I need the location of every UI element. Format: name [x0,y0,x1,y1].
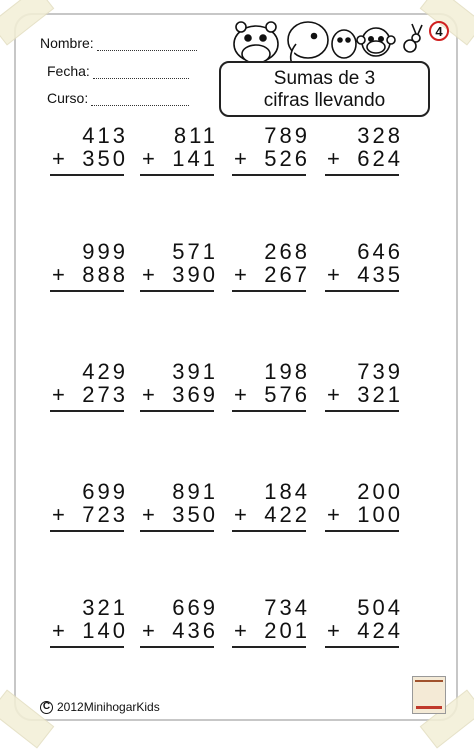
addend-bottom: 273 [82,382,128,407]
sum-line [50,290,124,292]
plus-sign: + [327,146,340,171]
curso-line[interactable] [91,91,189,106]
addend-bottom-row [325,620,403,643]
minihogar-logo-icon [412,676,446,714]
addend-top: 789 [264,123,310,148]
sum-line [325,530,399,532]
nombre-line[interactable] [97,36,197,51]
nombre-field[interactable] [40,35,197,51]
sum-line [232,410,306,412]
sum-line [140,174,214,176]
sum-line [325,174,399,176]
sum-line [232,646,306,648]
sum-line [50,410,124,412]
addend-bottom: 888 [82,262,128,287]
addend-bottom: 422 [264,502,310,527]
cartoon-animals-icon [226,14,426,66]
title-line-2: cifras llevando [263,90,386,111]
sum-line [325,410,399,412]
addend-top: 429 [82,359,128,384]
addend-bottom: 435 [357,262,403,287]
footer [40,700,160,714]
addend-bottom: 723 [82,502,128,527]
sum-line [50,174,124,176]
plus-sign: + [142,618,155,643]
curso-label: Curso: [47,90,89,106]
addition-problem [325,597,403,643]
plus-sign: + [234,618,247,643]
plus-sign: + [234,146,247,171]
plus-sign: + [52,618,65,643]
addend-top: 413 [82,123,128,148]
addition-problem [232,241,310,287]
addend-bottom-row [232,620,310,643]
addition-problem [325,241,403,287]
addition-problem [232,125,310,171]
addend-bottom-row [50,620,128,643]
fecha-field[interactable] [47,63,189,79]
addend-bottom: 436 [172,618,218,643]
plus-sign: + [234,382,247,407]
copyright-icon: C [40,701,53,714]
fecha-label: Fecha: [47,63,90,79]
title-line-1: Sumas de 3 [273,68,376,89]
sum-line [50,646,124,648]
addend-bottom: 576 [264,382,310,407]
addition-problem [50,481,128,527]
addend-bottom-row [140,384,218,407]
addend-top: 321 [82,595,128,620]
addend-bottom: 321 [357,382,403,407]
addend-top: 391 [172,359,218,384]
addend-top: 198 [264,359,310,384]
plus-sign: + [327,618,340,643]
addition-problem [50,597,128,643]
sum-line [140,530,214,532]
footer-text: 2012MinihogarKids [57,700,160,714]
addend-top: 811 [173,123,218,148]
addend-top: 184 [264,479,310,504]
addend-top: 999 [82,239,128,264]
plus-sign: + [52,146,65,171]
fecha-line[interactable] [93,64,189,79]
addition-problem [140,481,218,527]
addend-bottom: 100 [357,502,403,527]
nombre-label: Nombre: [40,35,94,51]
sum-line [140,410,214,412]
plus-sign: + [142,382,155,407]
addend-top: 328 [357,123,403,148]
plus-sign: + [52,502,65,527]
plus-sign: + [327,382,340,407]
sum-line [232,290,306,292]
title-box [219,61,430,117]
addend-bottom: 140 [82,618,128,643]
addend-top: 571 [172,239,218,264]
addend-bottom: 350 [82,146,128,171]
addend-bottom-row [325,384,403,407]
addition-problem [50,361,128,407]
addition-problem [140,241,218,287]
sum-line [140,290,214,292]
plus-sign: + [142,262,155,287]
addend-bottom: 390 [172,262,218,287]
addend-bottom-row [232,384,310,407]
plus-sign: + [327,262,340,287]
addition-problem [140,597,218,643]
addend-bottom-row [140,504,218,527]
sum-line [325,646,399,648]
addition-problem [140,125,218,171]
addition-problem [325,361,403,407]
addend-bottom-row [232,148,310,171]
addend-top: 504 [357,595,403,620]
addend-bottom-row [325,264,403,287]
addend-bottom: 201 [264,618,310,643]
sum-line [325,290,399,292]
sum-line [50,530,124,532]
addition-problem [232,361,310,407]
plus-sign: + [142,502,155,527]
addend-top: 200 [357,479,403,504]
addend-bottom: 624 [357,146,403,171]
addend-bottom: 424 [357,618,403,643]
addend-bottom-row [140,620,218,643]
addend-bottom-row [232,504,310,527]
addend-top: 891 [172,479,218,504]
addend-bottom: 141 [172,146,218,171]
addend-bottom-row [50,264,128,287]
plus-sign: + [327,502,340,527]
addend-top: 734 [264,595,310,620]
addition-problem [232,481,310,527]
addend-top: 699 [82,479,128,504]
sum-line [232,174,306,176]
addition-problem [140,361,218,407]
addend-top: 268 [264,239,310,264]
addition-problem [50,241,128,287]
addend-bottom-row [140,148,218,171]
addition-problem [325,481,403,527]
addend-bottom: 267 [264,262,310,287]
addend-bottom-row [232,264,310,287]
addition-problem [232,597,310,643]
sum-line [140,646,214,648]
page-number-badge: 4 [429,21,449,41]
plus-sign: + [52,382,65,407]
addend-bottom: 369 [172,382,218,407]
addend-bottom-row [325,148,403,171]
addend-bottom-row [50,384,128,407]
addend-bottom-row [325,504,403,527]
addend-bottom-row [140,264,218,287]
curso-field[interactable] [47,90,189,106]
addend-bottom-row [50,504,128,527]
plus-sign: + [234,262,247,287]
addend-top: 669 [172,595,218,620]
addend-bottom-row [50,148,128,171]
addition-problem [325,125,403,171]
plus-sign: + [52,262,65,287]
addend-bottom: 350 [172,502,218,527]
sum-line [232,530,306,532]
addend-bottom: 526 [264,146,310,171]
addend-top: 646 [357,239,403,264]
addend-top: 739 [357,359,403,384]
plus-sign: + [234,502,247,527]
plus-sign: + [142,146,155,171]
addition-problem [50,125,128,171]
